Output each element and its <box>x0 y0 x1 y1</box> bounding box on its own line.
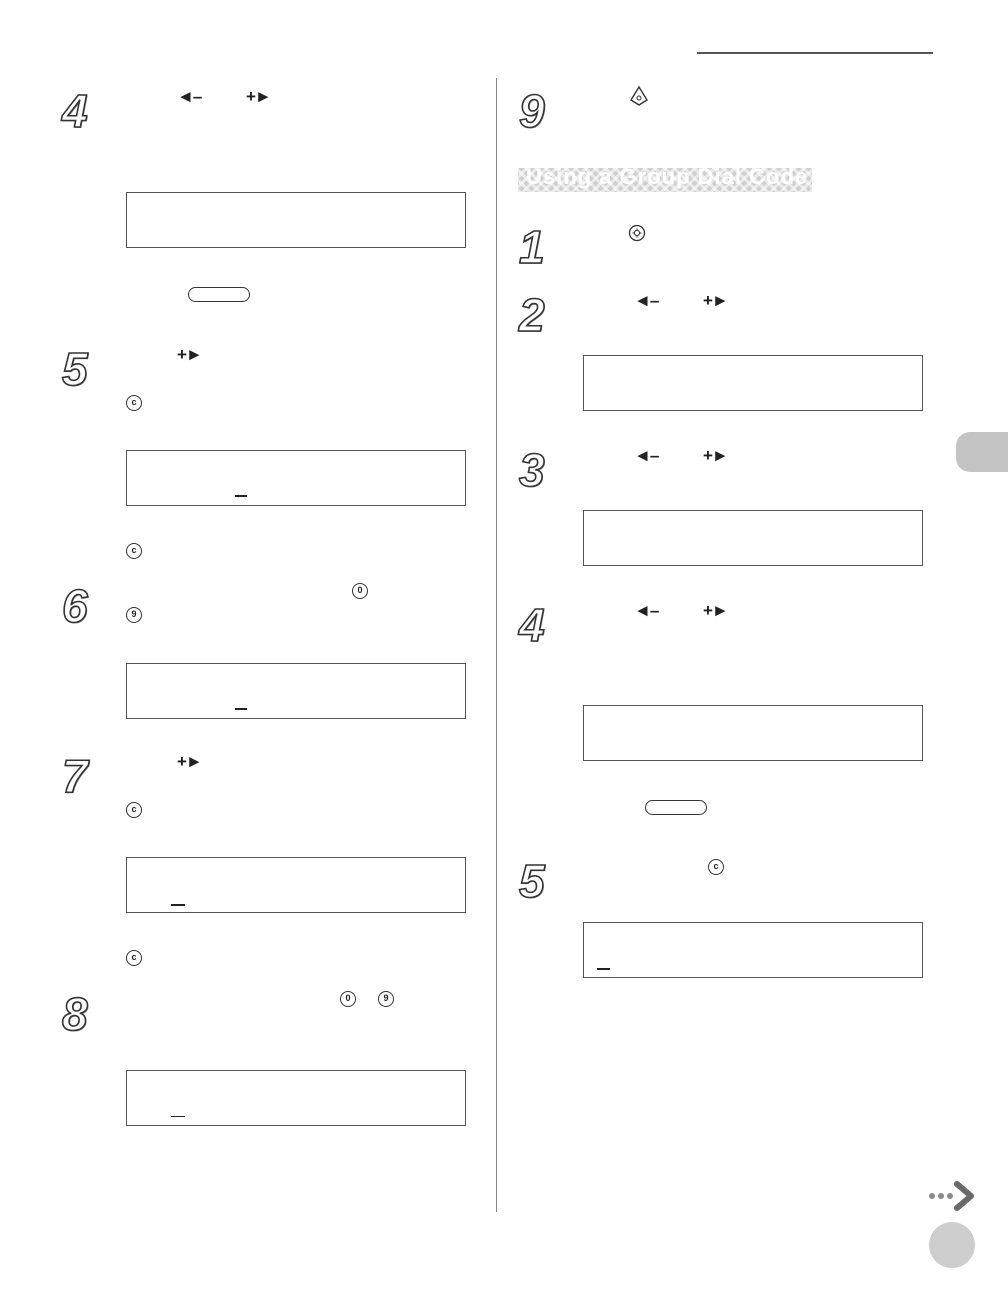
step-number: 6 <box>62 580 88 632</box>
nine-key-icon: 9 <box>378 991 394 1007</box>
left-minus-key-icon: ◄– <box>634 446 659 465</box>
lcd-display <box>126 450 466 506</box>
step-number: 9 <box>519 85 545 137</box>
column-divider <box>496 78 497 1212</box>
set-key-icon <box>645 800 707 815</box>
zero-key-icon: 0 <box>352 583 368 599</box>
plus-right-key-icon: +► <box>703 446 728 465</box>
step-number: 5 <box>62 343 88 395</box>
lcd-display <box>126 192 466 248</box>
chapter-tab <box>956 432 1008 472</box>
clear-key-icon: c <box>126 802 142 818</box>
clear-key-icon: c <box>126 950 142 966</box>
stop-reset-key-icon <box>628 85 650 107</box>
lcd-display <box>583 355 923 411</box>
set-key-icon <box>188 287 250 302</box>
lcd-cursor <box>171 904 185 906</box>
plus-right-key-icon: +► <box>177 752 202 771</box>
clear-key-icon: c <box>708 859 724 875</box>
plus-right-key-icon: +► <box>246 87 271 106</box>
plus-right-key-icon: +► <box>703 291 728 310</box>
lcd-display <box>126 663 466 719</box>
next-page-arrow-icon[interactable] <box>928 1180 978 1212</box>
step-number: 4 <box>62 85 88 137</box>
clear-key-icon: c <box>126 543 142 559</box>
lcd-cursor <box>235 708 247 710</box>
lcd-display <box>583 510 923 566</box>
step-number: 2 <box>519 289 545 341</box>
plus-right-key-icon: +► <box>703 601 728 620</box>
page-number-badge <box>929 1222 975 1268</box>
lcd-display <box>126 1070 466 1126</box>
section-heading-band <box>518 168 812 192</box>
step-number: 4 <box>519 599 545 651</box>
step-number: 8 <box>62 988 88 1040</box>
step-number: 5 <box>519 855 545 907</box>
header-rule <box>697 52 933 54</box>
plus-right-key-icon: +► <box>177 345 202 364</box>
section-heading: Using a Group Dial Code <box>526 168 809 189</box>
lcd-cursor <box>171 1116 185 1117</box>
lcd-display <box>583 705 923 761</box>
left-minus-key-icon: ◄– <box>634 601 659 620</box>
lcd-cursor <box>235 495 247 497</box>
zero-key-icon: 0 <box>340 991 356 1007</box>
nine-key-icon: 9 <box>126 607 142 623</box>
menu-key-icon <box>628 224 646 242</box>
left-minus-key-icon: ◄– <box>177 87 202 106</box>
left-minus-key-icon: ◄– <box>634 291 659 310</box>
lcd-cursor <box>597 968 610 970</box>
step-number: 1 <box>519 221 545 273</box>
lcd-display <box>583 922 923 978</box>
step-number: 7 <box>62 750 88 802</box>
lcd-display <box>126 857 466 913</box>
clear-key-icon: c <box>126 395 142 411</box>
step-number: 3 <box>519 444 545 496</box>
